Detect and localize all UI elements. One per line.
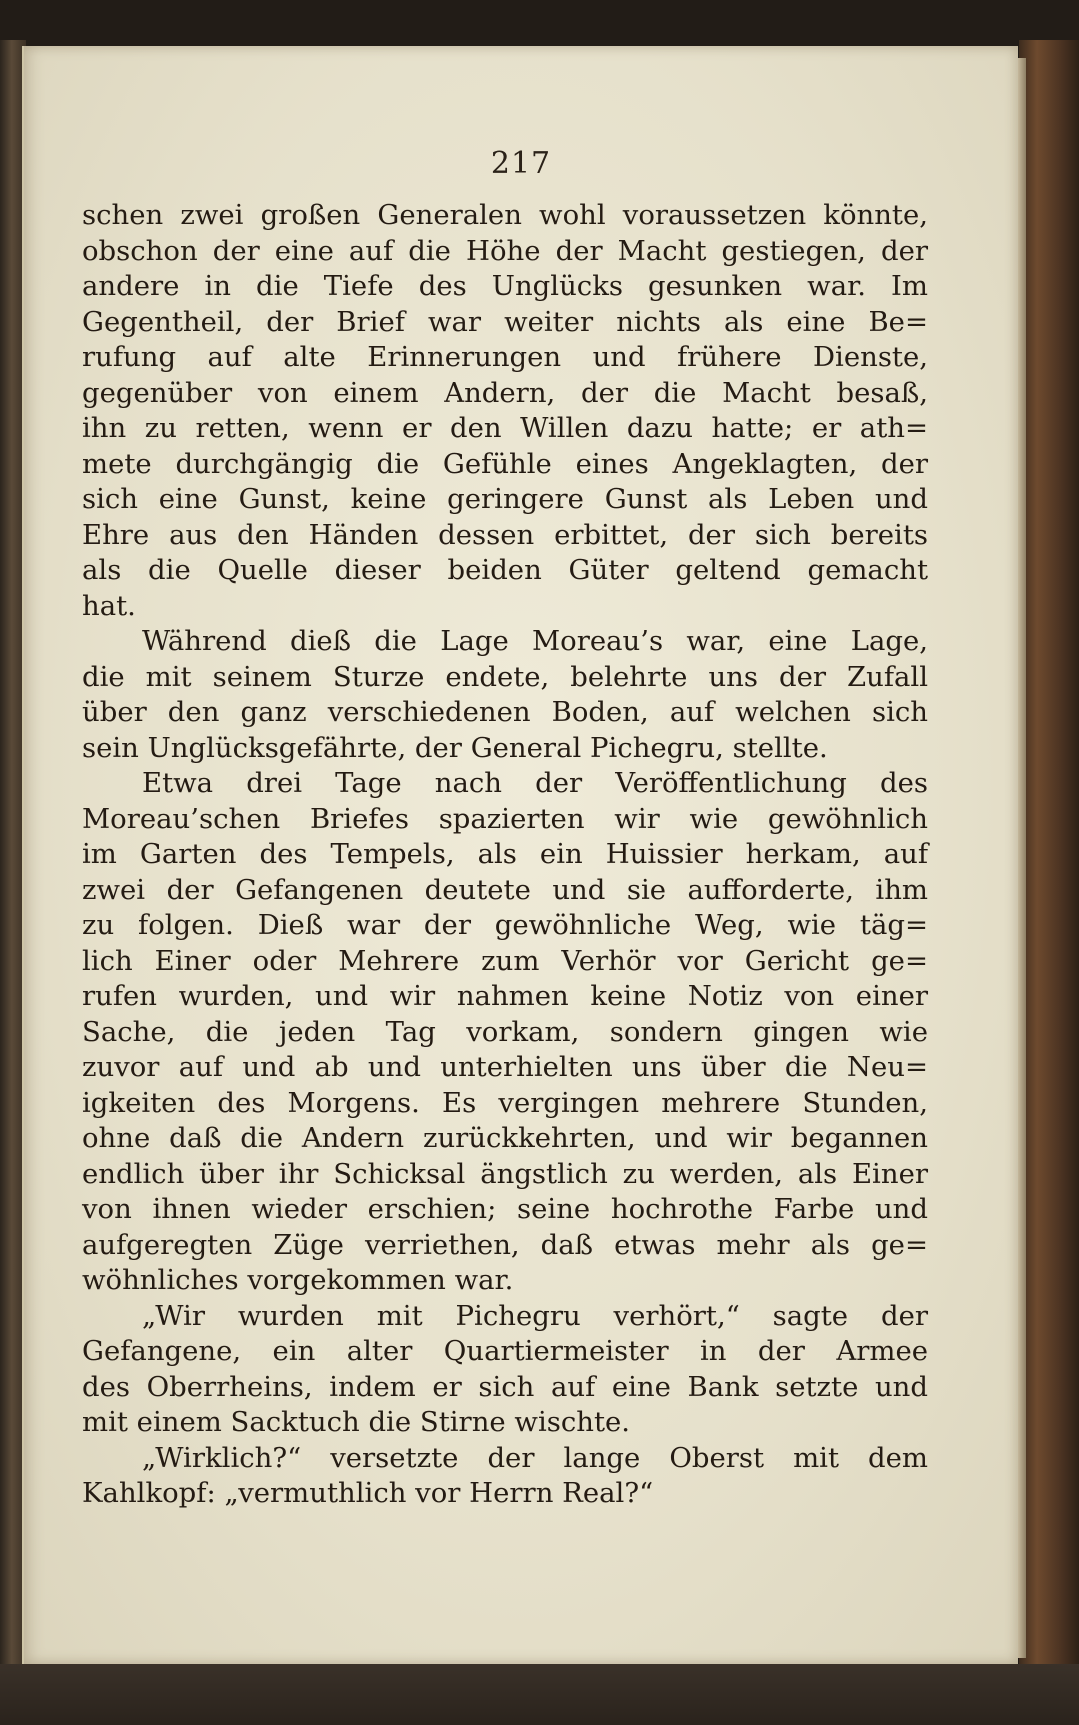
text-line: sein Unglücksgefährte, der General Pichegru, stellte. xyxy=(82,731,828,764)
text-line: igkeiten des Morgens. Es vergingen mehrere Stunden, xyxy=(82,1086,928,1119)
text-line: andere in die Tiefe des Unglücks gesunken war. Im xyxy=(82,270,928,302)
text-line: als die Quelle dieser beiden Güter geltend gemacht xyxy=(82,554,928,586)
text-line: Etwa drei Tage nach der Veröffentlichung des xyxy=(142,767,928,799)
text-line: Moreau’schen Briefes spazierten wir wie gewöhnlich xyxy=(82,802,928,835)
text-line: rufen wurden, und wir nahmen keine Notiz von einer xyxy=(82,980,928,1012)
text-line: „Wirklich?“ versetzte der lange Oberst mit dem xyxy=(142,1441,928,1474)
text-line: schen zwei großen Generalen wohl voraussetzen könnte, xyxy=(82,199,928,231)
text-line: über den ganz verschiedenen Boden, auf welchen sich xyxy=(82,696,928,728)
text-line: Ehre aus den Händen dessen erbittet, der sich bereits xyxy=(82,518,928,551)
text-line: zwei der Gefangenen deutete und sie aufforderte, ihm xyxy=(82,873,928,906)
text-line: mete durchgängig die Gefühle eines Angeklagten, der xyxy=(82,447,928,480)
text-line: Gegentheil, der Brief war weiter nichts als eine Be= xyxy=(82,305,928,338)
text-line: die mit seinem Sturze endete, belehrte uns der Zufall xyxy=(82,660,928,693)
text-line: von ihnen wieder erschien; seine hochrothe Farbe und xyxy=(82,1193,928,1225)
text-line: aufgeregten Züge verriethen, daß etwas mehr als ge= xyxy=(82,1228,928,1261)
text-line: zuvor auf und ab und unterhielten uns über die Neu= xyxy=(82,1051,928,1083)
text-line: Sache, die jeden Tag vorkam, sondern gingen wie xyxy=(82,1015,928,1048)
page-number: 217 xyxy=(490,146,552,181)
text-line: Gefangene, ein alter Quartiermeister in der Armee xyxy=(82,1335,928,1367)
book-cover-edge xyxy=(1019,40,1079,1700)
text-line: Kahlkopf: „vermuthlich vor Herrn Real?“ xyxy=(82,1477,654,1509)
text-line: endlich über ihr Schicksal ängstlich zu werden, als Einer xyxy=(82,1157,928,1190)
page-body-text xyxy=(82,198,928,1512)
text-line: „Wir wurden mit Pichegru verhört,“ sagte der xyxy=(142,1299,928,1332)
book-page xyxy=(22,46,1018,1664)
text-line: des Oberrheins, indem er sich auf eine Bank setzte und xyxy=(82,1370,928,1403)
text-line: gegenüber von einem Andern, der die Macht besaß, xyxy=(82,376,928,409)
text-line: ohne daß die Andern zurückkehrten, und wir begannen xyxy=(82,1122,928,1154)
text-line: mit einem Sacktuch die Stirne wischte. xyxy=(82,1406,631,1438)
text-line: wöhnliches vorgekommen war. xyxy=(82,1264,514,1296)
book-bottom-edge xyxy=(0,1664,1079,1725)
text-line: rufung auf alte Erinnerungen und frühere Dienste, xyxy=(82,341,928,373)
text-line: hat. xyxy=(82,589,136,622)
text-line: sich eine Gunst, keine geringere Gunst als Leben und xyxy=(82,483,928,515)
text-line: lich Einer oder Mehrere zum Verhör vor Gericht ge= xyxy=(82,944,928,977)
text-line: ihn zu retten, wenn er den Willen dazu hatte; er ath= xyxy=(82,412,928,444)
text-line: im Garten des Tempels, als ein Huissier herkam, auf xyxy=(82,838,928,870)
text-line: zu folgen. Dieß war der gewöhnliche Weg, wie täg= xyxy=(82,909,928,941)
text-line: Während dieß die Lage Moreau’s war, eine Lage, xyxy=(142,625,928,657)
text-line: obschon der eine auf die Höhe der Macht gestiegen, der xyxy=(82,234,928,267)
